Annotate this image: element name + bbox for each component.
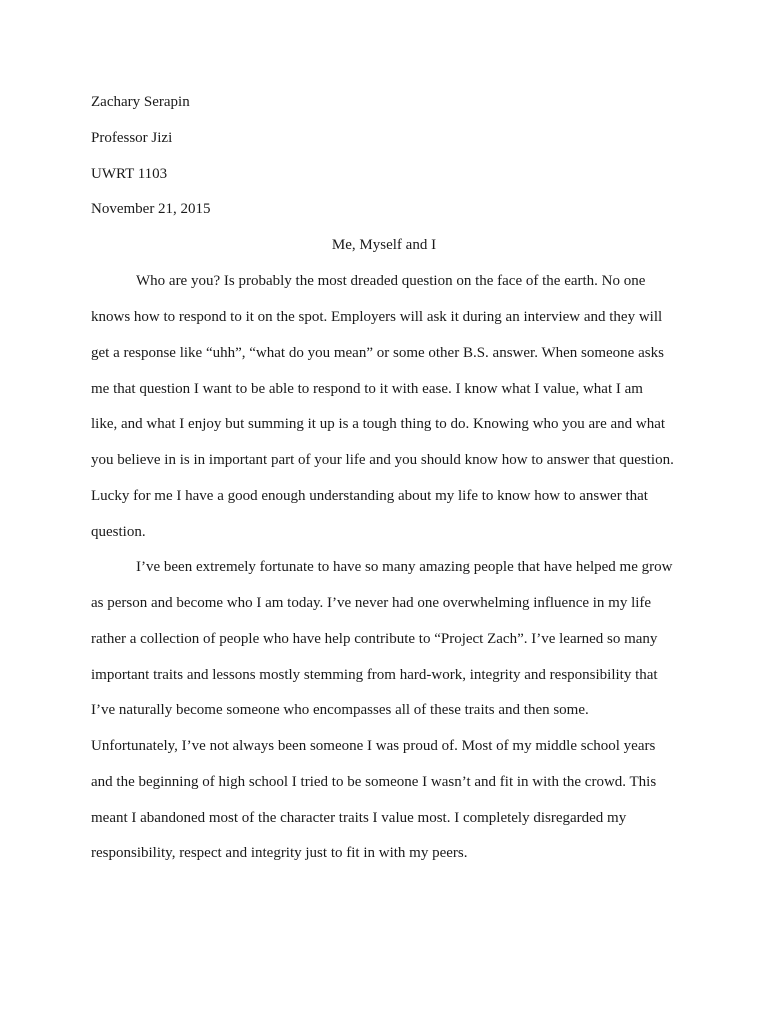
essay-title: Me, Myself and I: [331, 237, 437, 253]
course-code: UWRT 1103: [91, 166, 168, 182]
paragraph-1-line: question.: [91, 524, 146, 540]
paragraph-2-line: I’ve naturally become someone who encompasses all of these traits and then some.: [91, 702, 589, 718]
paragraph-2-line: important traits and lessons mostly stemming from hard-work, integrity and responsibility that: [91, 667, 658, 683]
paragraph-1-line: you believe in is in important part of your life and you should know how to answer that question.: [91, 452, 674, 468]
professor-name: Professor Jizi: [91, 130, 173, 146]
paragraph-2-line: responsibility, respect and integrity just to fit in with my peers.: [91, 845, 468, 861]
paragraph-1-line: me that question I want to be able to respond to it with ease. I know what I value, what I am: [91, 381, 643, 397]
paragraph-1-line: Lucky for me I have a good enough understanding about my life to know how to answer that: [91, 488, 648, 504]
paragraph-2-line: I’ve been extremely fortunate to have so many amazing people that have helped me grow: [136, 559, 673, 575]
date-line: November 21, 2015: [91, 201, 211, 217]
paragraph-2-line: rather a collection of people who have help contribute to “Project Zach”. I’ve learned so many: [91, 631, 658, 647]
paragraph-1-line: Who are you? Is probably the most dreaded question on the face of the earth. No one: [136, 273, 646, 289]
paragraph-2-line: meant I abandoned most of the character traits I value most. I completely disregarded my: [91, 810, 627, 826]
paragraph-1-line: knows how to respond to it on the spot. Employers will ask it during an interview and they will: [91, 309, 663, 325]
paragraph-2-line: as person and become who I am today. I’ve never had one overwhelming influence in my life: [91, 595, 652, 611]
paragraph-1-line: get a response like “uhh”, “what do you mean” or some other B.S. answer. When someone asks: [91, 345, 664, 361]
paragraph-2-line: Unfortunately, I’ve not always been someone I was proud of. Most of my middle school years: [91, 738, 656, 754]
paragraph-2-line: and the beginning of high school I tried to be someone I wasn’t and fit in with the crowd. This: [91, 774, 657, 790]
paragraph-1-line: like, and what I enjoy but summing it up is a tough thing to do. Knowing who you are and what: [91, 416, 666, 432]
author-name: Zachary Serapin: [91, 94, 190, 110]
